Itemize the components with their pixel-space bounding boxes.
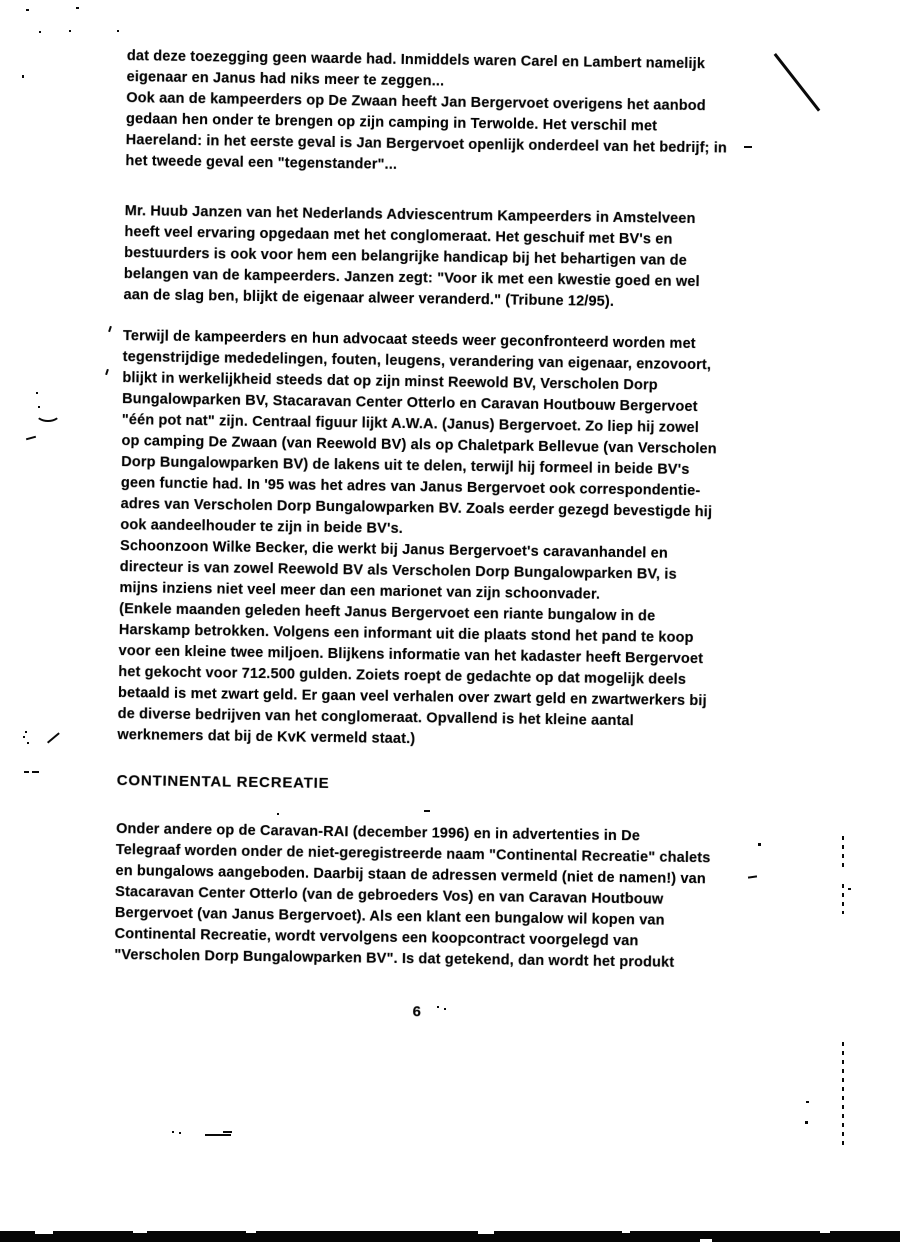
- scan-speckle: [22, 75, 24, 78]
- scan-bar-notch: [35, 1231, 53, 1234]
- text-line: directeur is van zowel Reewold BV als Verscholen Dorp Bungalowparken BV, is: [119, 559, 677, 583]
- scan-speckle: [76, 7, 79, 9]
- text-line: dat deze toezegging geen waarde had. Inmiddels waren Carel en Lambert namelijk: [126, 48, 706, 73]
- text-line: "één pot nat" zijn. Centraal figuur lijkt A.W.A. (Janus) Bergervoet. Zo liep hij zowel: [121, 412, 700, 437]
- text-line: het tweede geval een "tegenstander"...: [125, 153, 398, 173]
- text-line: geen functie had. In '95 was het adres van Janus Bergervoet ook correspondentie-: [120, 475, 701, 500]
- scan-speckle: [277, 813, 279, 815]
- text-line: Haereland: in het eerste geval is Jan Bergervoet openlijk onderdeel van het bedrijf; in: [125, 132, 728, 157]
- scan-bar-notch: [246, 1231, 256, 1233]
- scan-dash: [744, 146, 752, 148]
- text-line: op camping De Zwaan (van Reewold BV) als op Chaletpark Bellevue (van Verscholen: [121, 433, 717, 458]
- text-line: Dorp Bungalowparken BV) de lakens uit te delen, terwijl hij formeel in beide BV's: [121, 454, 690, 478]
- text-line: Ook aan de kampeerders op De Zwaan heeft Jan Bergervoet overigens het aanbod: [126, 90, 706, 115]
- text-line: Onder andere op de Caravan-RAI (december 1996) en in advertenties in De: [115, 821, 641, 845]
- scan-bar-notch: [133, 1231, 147, 1233]
- scan-speckle: [179, 1132, 181, 1134]
- scan-tick: [108, 326, 112, 332]
- text-line: Stacaravan Center Otterlo (van de gebroeders Vos) en van Caravan Houtbouw: [115, 884, 664, 908]
- text-line: Mr. Huub Janzen van het Nederlands Adviescentrum Kampeerders in Amstelveen: [124, 203, 696, 228]
- paragraph-1: [125, 46, 728, 180]
- text-line: Bungalowparken BV, Stacaravan Center Otterlo en Caravan Houtbouw Bergervoet: [122, 391, 698, 416]
- text-line: adres van Verscholen Dorp Bungalowparken BV. Zoals eerder gezegd bevestigde hij: [120, 496, 713, 521]
- text-line: belangen van de kampeerders. Janzen zegt: "Voor ik met een kwestie goed en wel: [123, 266, 700, 291]
- text-line: (Enkele maanden geleden heeft Janus Bergervoet een riante bungalow in de: [119, 601, 656, 625]
- text-line: Terwijl de kampeerders en hun advocaat steeds weer geconfronteerd worden met: [122, 328, 696, 353]
- scan-speckle: [848, 888, 851, 890]
- scan-dash: [424, 810, 430, 812]
- document-text-block: [110, 0, 807, 1242]
- scan-fold-line: [842, 836, 844, 868]
- text-line: mijns inziens niet veel meer dan een marionet van zijn schoonvader.: [119, 580, 601, 603]
- scan-dash: [223, 1131, 232, 1133]
- text-line: eigenaar en Janus had niks meer te zeggen...: [126, 69, 445, 90]
- scan-speckle: [806, 1101, 809, 1103]
- scan-speckle: [39, 31, 41, 33]
- text-line: bestuurders is ook voor hem een belangrijke handicap bij het behartigen van de: [124, 245, 688, 269]
- paragraph-2: [123, 201, 700, 314]
- text-line: ook aandeelhouder te zijn in beide BV's.: [120, 517, 404, 537]
- scan-dash: [26, 436, 36, 441]
- scan-speckle: [69, 30, 71, 32]
- text-line: Telegraaf worden onder de niet-geregistreerde naam "Continental Recreatie" chalets: [115, 842, 711, 867]
- scan-tick: [105, 369, 109, 375]
- scan-speckle: [437, 1006, 439, 1008]
- paragraph-3: [117, 326, 718, 754]
- scan-fold-line: [842, 1042, 844, 1150]
- scan-speckle: [117, 30, 119, 32]
- scan-speckle: [27, 742, 29, 744]
- text-line: Harskamp betrokken. Volgens een informant uit die plaats stond het pand te koop: [118, 622, 694, 647]
- section-heading: CONTINENTAL RECREATIE: [116, 772, 330, 792]
- text-line: "Verscholen Dorp Bungalowparken BV". Is dat getekend, dan wordt het produkt: [114, 947, 675, 971]
- text-line: Schoonzoon Wilke Becker, die werkt bij Janus Bergervoet's caravanhandel en: [119, 538, 669, 562]
- scan-speckle: [36, 392, 38, 394]
- scan-speckle: [23, 736, 25, 738]
- paragraph-4: [114, 819, 711, 974]
- scan-speckle: [26, 9, 29, 11]
- scan-fold-line: [842, 884, 844, 914]
- scan-speckle: [758, 843, 761, 846]
- scan-dash: [32, 771, 39, 773]
- text-line: en bungalows aangeboden. Daarbij staan de adressen vermeld (niet de namen!) van: [115, 863, 706, 888]
- scan-bar-notch: [622, 1231, 630, 1233]
- text-line: de diverse bedrijven van het conglomeraat. Opvallend is het kleine aantal: [117, 706, 634, 730]
- text-line: werknemers dat bij de KvK vermeld staat.): [117, 727, 416, 748]
- scan-bar-notch: [478, 1231, 494, 1234]
- scan-pen-slash: [47, 732, 60, 743]
- scan-bottom-edge-bar: [0, 1231, 900, 1242]
- page-number: 6: [412, 1003, 422, 1021]
- scan-dash: [24, 771, 29, 773]
- scan-speckle: [444, 1008, 446, 1010]
- text-line: voor een kleine twee miljoen. Blijkens informatie van het kadaster heeft Bergervoet: [118, 643, 704, 668]
- scan-dash: [205, 1134, 231, 1136]
- text-line: betaald is met zwart geld. Er gaan veel verhalen over zwart geld en zwartwerkers bij: [117, 685, 707, 710]
- text-line: Continental Recreatie, wordt vervolgens een koopcontract voorgelegd van: [114, 926, 639, 950]
- text-line: aan de slag ben, blijkt de eigenaar alweer veranderd." (Tribune 12/95).: [123, 287, 615, 310]
- text-line: Bergervoet (van Janus Bergervoet). Als een klant een bungalow wil kopen van: [114, 905, 665, 929]
- text-line: blijkt in werkelijkheid steeds dat op zijn minst Reewold BV, Verscholen Dorp: [122, 370, 658, 394]
- text-line: gedaan hen onder te brengen op zijn camping in Terwolde. Het verschil met: [125, 111, 658, 135]
- scan-pen-arc: [35, 404, 61, 422]
- scan-bar-notch: [820, 1231, 830, 1233]
- text-line: het gekocht voor 712.500 gulden. Zoiets roept de gedachte op dat mogelijk deels: [118, 664, 687, 688]
- scan-speckle: [25, 731, 27, 733]
- scan-speckle: [172, 1131, 174, 1133]
- text-line: tegenstrijdige mededelingen, fouten, leugens, verandering van eigenaar, enzovoort,: [122, 349, 712, 374]
- text-line: heeft veel ervaring opgedaan met het conglomeraat. Het geschuif met BV's en: [124, 224, 673, 248]
- scan-speckle: [805, 1121, 808, 1124]
